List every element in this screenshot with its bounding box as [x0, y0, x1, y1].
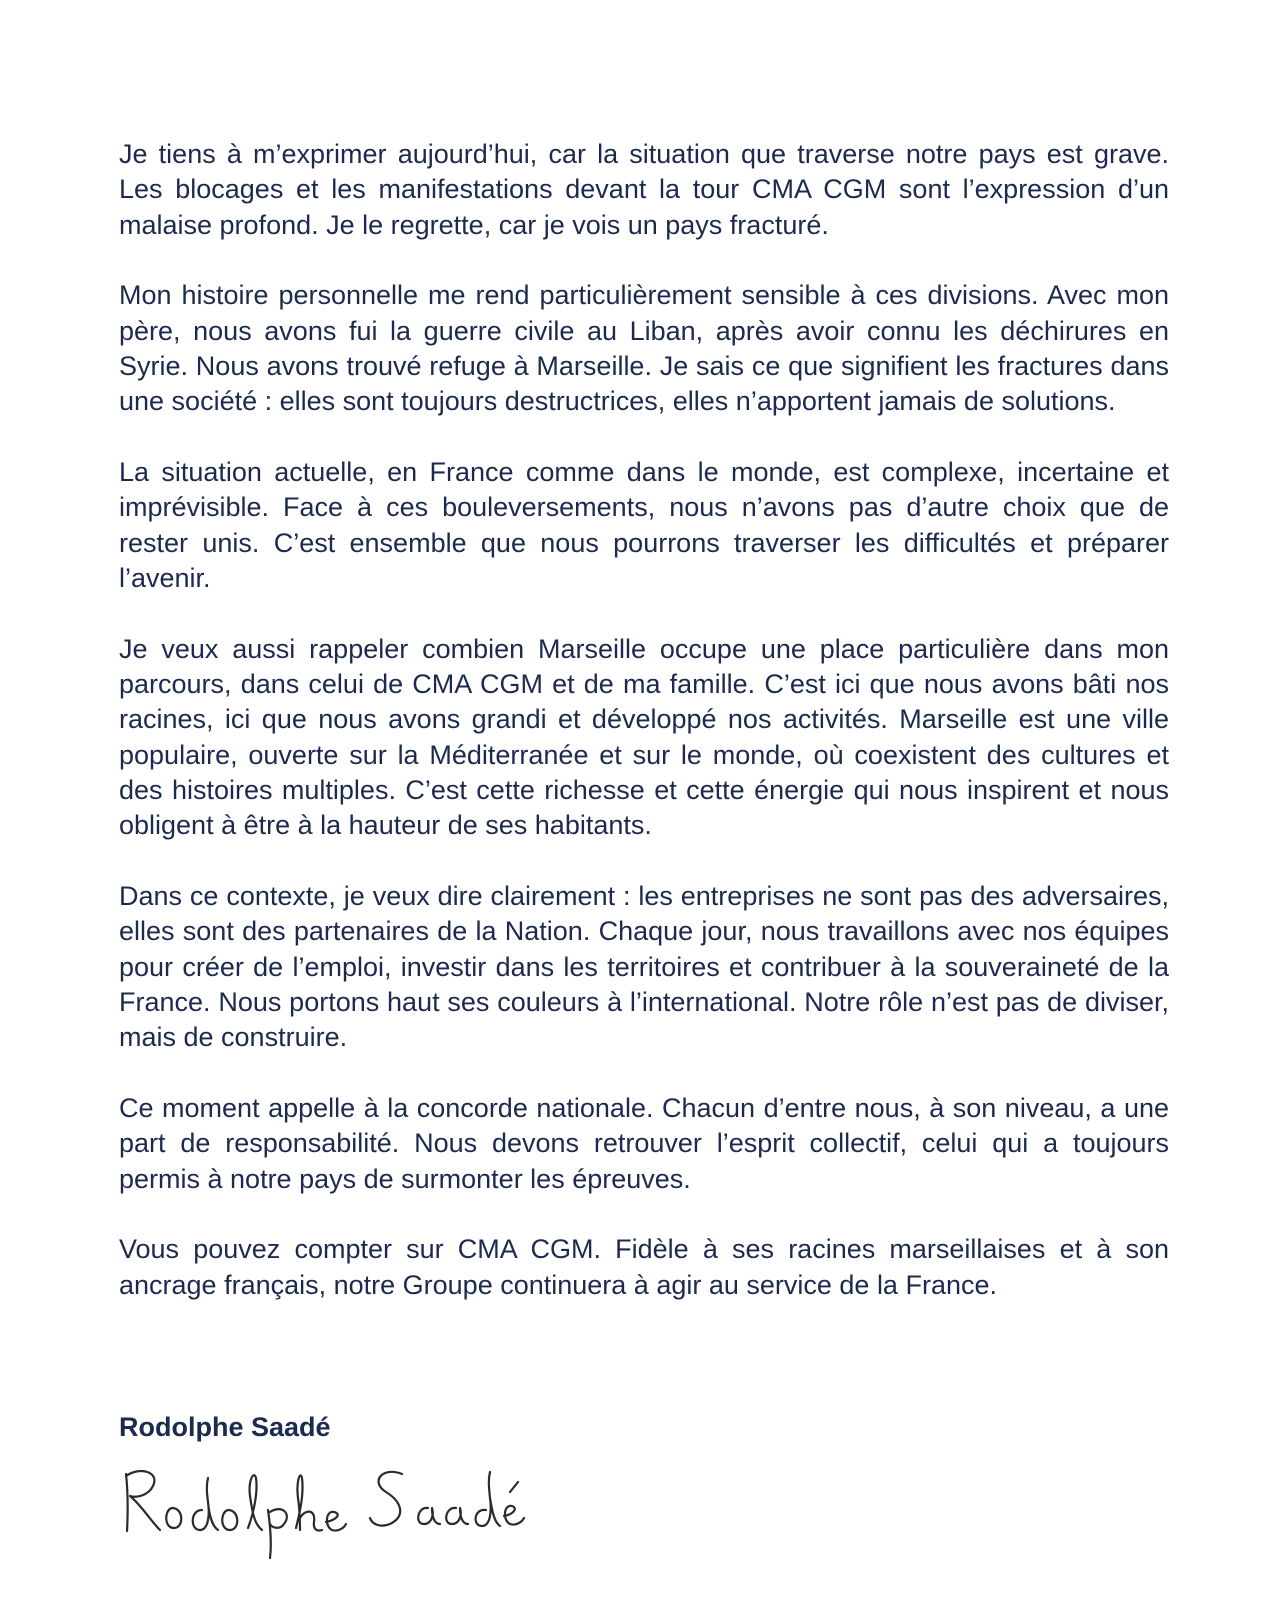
paragraph-3: La situation actuelle, en France comme dans le monde, est complexe, incertaine et imprévisible. Face à ces bouleversements, nous n’avons pas d’autre choix que de rester unis. C’est ensemble que nous pourrons traverser les difficultés et préparer l’avenir. [119, 457, 1169, 593]
signature-drawing [120, 1452, 530, 1562]
paragraph-1: Je tiens à m’exprimer aujourd’hui, car la situation que traverse notre pays est grave. Les blocages et les manifestations devant la tour CMA CGM sont l’expression d’un malaise profond. Je le regrette, car je vois un pays fracturé. [119, 139, 1169, 240]
letter-body [119, 137, 1169, 1303]
paragraph-4: Je veux aussi rappeler combien Marseille occupe une place particulière dans mon parcours, dans celui de CMA CGM et de ma famille. C’est ici que nous avons bâti nos racines, ici que nous avons grandi et développé nos activités. Marseille est une ville populaire, ouverte sur la Méditerranée et sur le monde, où coexistent des cultures et des histoires multiples. C’est cette richesse et cette énergie qui nous inspirent et nous obligent à être à la hauteur de ses habitants. [119, 633, 1169, 841]
paragraph-2: Mon histoire personnelle me rend particulièrement sensible à ces divisions. Avec mon père, nous avons fui la guerre civile au Liban, après avoir connu les déchirures en Syrie. Nous avons trouvé refuge à Marseille. Je sais ce que signifient les fractures dans une société : elles sont toujours destructrices, elles n’apportent jamais de solutions. [119, 280, 1169, 417]
paragraph-6: Ce moment appelle à la concorde nationale. Chacun d’entre nous, à son niveau, a une part de responsabilité. Nous devons retrouver l’esprit collectif, celui qui a toujours permis à notre pays de surmonter les épreuves. [119, 1093, 1169, 1194]
paragraph-5: Dans ce contexte, je veux dire clairement : les entreprises ne sont pas des adversaires, elles sont des partenaires de la Nation. Chaque jour, nous travaillons avec nos équipes pour créer de l’emploi, investir dans les territoires et contribuer à la souveraineté de la France. Nous portons haut ses couleurs à l’international. Notre rôle n’est pas de diviser, mais de construire. [119, 881, 1169, 1053]
author-name: Rodolphe Saadé [119, 1412, 331, 1442]
paragraph-7: Vous pouvez compter sur CMA CGM. Fidèle à ses racines marseillaises et à son ancrage français, notre Groupe continuera à agir au service de la France. [119, 1234, 1169, 1300]
handwritten-signature [120, 1452, 530, 1562]
